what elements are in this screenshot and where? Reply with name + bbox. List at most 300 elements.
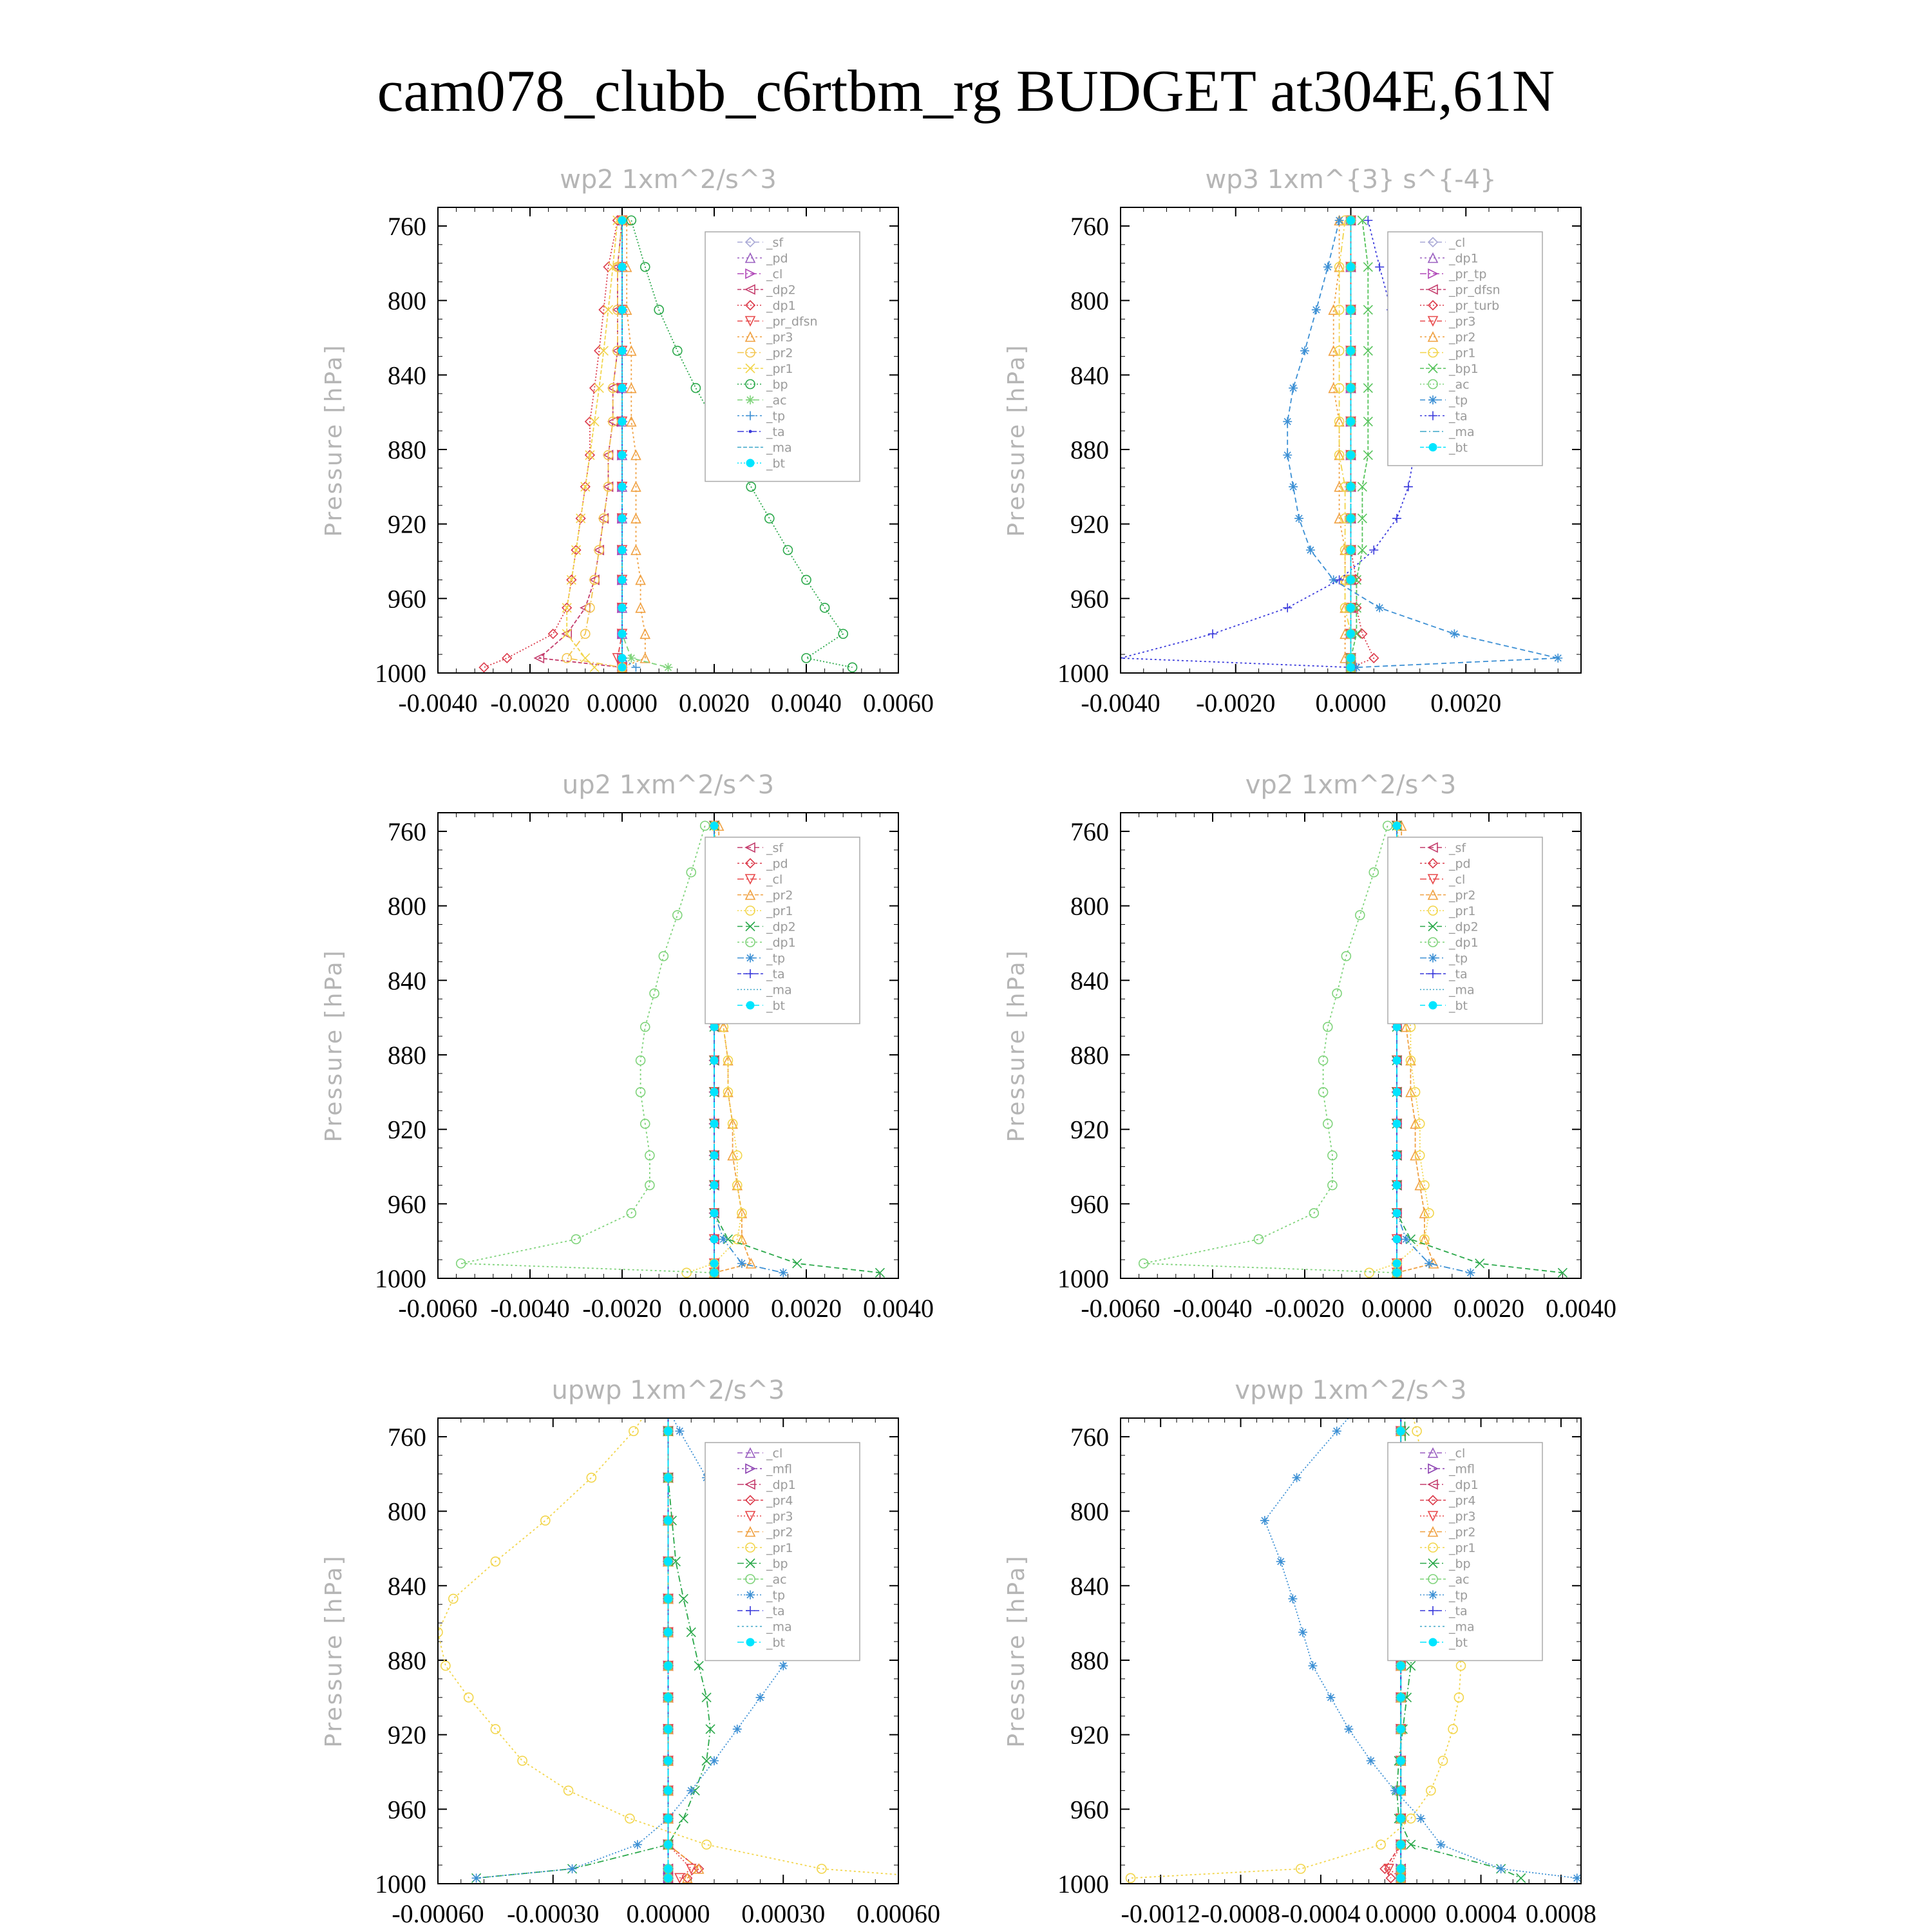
x-tick-label: -0.0040	[1173, 1294, 1253, 1323]
y-tick-label: 800	[1070, 286, 1109, 316]
data-point_bt	[1397, 1874, 1405, 1882]
legend-label: _ma	[1449, 1620, 1475, 1634]
legend-marker	[1428, 1591, 1437, 1600]
data-point_bt	[710, 1057, 718, 1065]
data-point_ac	[627, 654, 636, 663]
legend-label: _dp2	[1449, 920, 1479, 934]
series-line_pr2	[567, 220, 622, 667]
y-tick-label: 800	[388, 891, 426, 921]
y-tick-label: 960	[1070, 1795, 1109, 1824]
data-point_bt	[1347, 347, 1355, 355]
x-tick-label: 0.0020	[771, 1294, 842, 1323]
data-point_ta	[1404, 482, 1413, 491]
data-point_ta	[1375, 263, 1384, 272]
data-point_bt	[710, 1260, 718, 1267]
data-point_tp	[1573, 1873, 1582, 1882]
data-point_bt	[618, 263, 626, 271]
data-point_tp	[1283, 417, 1292, 426]
data-point_bt	[618, 576, 626, 583]
y-tick-label: 880	[1070, 435, 1109, 464]
legend-label: _bt	[1449, 440, 1468, 455]
data-point_bp	[848, 663, 857, 672]
data-point_tp	[1293, 1473, 1302, 1482]
x-tick-label: -0.0020	[1196, 688, 1276, 717]
data-point_dp1	[687, 868, 696, 877]
data-point_dp1	[502, 654, 511, 663]
data-point_tp	[1332, 1426, 1341, 1435]
data-point_tp	[675, 1426, 684, 1435]
data-point_tp	[1466, 1268, 1475, 1277]
panel-3	[321, 770, 934, 1323]
legend-label: _sf	[766, 236, 784, 250]
y-tick-label: 760	[1070, 817, 1109, 846]
y-tick-label: 800	[388, 286, 426, 316]
data-point_bt	[618, 546, 626, 554]
data-point_tp	[1344, 1725, 1353, 1734]
data-point_pr1	[682, 1268, 691, 1277]
data-point_ac	[664, 663, 673, 672]
series-line_pr_turb	[1351, 220, 1374, 667]
x-tick-label: -0.0020	[582, 1294, 662, 1323]
data-point_bp	[679, 1814, 688, 1823]
legend-marker	[749, 430, 752, 433]
data-point_bt	[1347, 216, 1355, 224]
legend-label: _mfl	[766, 1462, 792, 1477]
x-tick-label: -0.0060	[398, 1294, 478, 1323]
legend-label: _ac	[766, 393, 787, 408]
data-point_bt	[1393, 1181, 1401, 1189]
data-point_ta	[1208, 629, 1217, 638]
data-point_pr1	[702, 1840, 711, 1849]
legend-label: _pr4	[766, 1493, 793, 1508]
legend-label: _bp	[766, 1557, 788, 1571]
y-tick-label: 880	[388, 1645, 426, 1675]
panel-5	[321, 1376, 949, 1928]
data-point_bt	[1393, 1269, 1401, 1276]
data-point_bt	[665, 1757, 672, 1765]
data-point_pr4	[683, 1873, 692, 1882]
data-point_tp	[1294, 514, 1303, 523]
legend-marker	[746, 459, 754, 467]
legend-label: _tp	[1449, 393, 1468, 408]
legend-label: _cl	[1449, 236, 1466, 250]
data-point_tp	[1298, 1628, 1307, 1637]
data-point_bt	[1393, 1235, 1401, 1243]
data-point_ta	[1396, 1405, 1405, 1414]
data-point_bt	[618, 418, 626, 426]
legend-label: _pr1	[1449, 1541, 1476, 1555]
legend-label: _pr_dfsn	[766, 314, 818, 329]
y-tick-label: 880	[388, 1040, 426, 1070]
legend-label: _tp	[766, 409, 786, 424]
data-point_bp	[664, 1405, 673, 1414]
data-point_bt	[665, 1786, 672, 1794]
data-point_bp	[838, 629, 848, 638]
x-tick-label: -0.0060	[1081, 1294, 1160, 1323]
x-tick-label: 0.0040	[863, 1294, 934, 1323]
legend-label: _pd	[1449, 857, 1471, 871]
data-point_dp1	[664, 1405, 673, 1414]
data-point_bp	[783, 545, 792, 554]
x-tick-label: 0.0004	[1445, 1899, 1517, 1928]
x-tick-label: 0.0020	[679, 688, 750, 717]
y-tick-label: 960	[1070, 584, 1109, 614]
x-tick-label: -0.0012	[1121, 1899, 1200, 1928]
legend-label: _pr_tp	[1449, 267, 1487, 281]
data-point_pr1	[1406, 1814, 1416, 1823]
data-point_bp	[1517, 1873, 1526, 1882]
data-point_tp	[633, 1840, 642, 1849]
data-point_bt	[1347, 418, 1355, 426]
legend-label: _pr3	[1449, 1510, 1476, 1524]
y-tick-label: 840	[1070, 361, 1109, 390]
data-point_bt	[1347, 630, 1355, 638]
y-tick-label: 1000	[375, 1870, 426, 1899]
legend-label: _ma	[766, 983, 792, 998]
legend-label: _cl	[1449, 1446, 1466, 1461]
y-tick-label: 920	[388, 1115, 426, 1144]
y-tick-label: 920	[1070, 1115, 1109, 1144]
legend-label: _tp	[766, 951, 786, 966]
data-point_dp1	[594, 346, 603, 355]
data-point_tp	[1553, 654, 1562, 663]
data-point_pr4	[664, 1405, 673, 1414]
series-line_ac	[622, 220, 668, 667]
series-line_pr3	[622, 220, 645, 667]
data-point_tp	[1335, 216, 1344, 225]
legend-label: _tp	[766, 1588, 786, 1603]
y-tick-label: 880	[1070, 1645, 1109, 1675]
data-point_dp1	[650, 989, 659, 998]
data-point_tp	[1326, 1693, 1335, 1702]
legend-label: _pr2	[1449, 888, 1476, 903]
data-point_mfl	[664, 1405, 673, 1414]
data-point_tp	[1312, 305, 1321, 314]
legend-marker	[1429, 1001, 1437, 1009]
series-line_pr2	[1334, 220, 1351, 667]
data-point_tp	[1300, 346, 1309, 355]
data-point_bt	[1393, 1151, 1401, 1159]
panel-title: wp3 1xm^{3} s^{-4}	[1205, 165, 1497, 194]
legend-label: _sf	[766, 841, 784, 855]
data-point_bt	[1393, 1057, 1401, 1065]
series-line_pr1	[1340, 220, 1351, 667]
y-tick-label: 760	[388, 817, 426, 846]
y-tick-label: 840	[1070, 966, 1109, 996]
legend-label: _ta	[766, 425, 785, 439]
data-point_pr1	[1406, 1405, 1416, 1414]
data-point_bt	[1393, 1023, 1401, 1031]
data-point_tp	[1416, 1814, 1425, 1823]
legend-label: _pr2	[1449, 330, 1476, 345]
data-point_pr1	[449, 1595, 458, 1604]
series-line_pr_dfsn	[618, 220, 622, 667]
data-point_tp	[1367, 1756, 1376, 1765]
data-point_bp	[802, 654, 811, 663]
legend-label: _dp2	[766, 283, 796, 298]
legend-label: _pr3	[766, 330, 793, 345]
legend-label: _ma	[766, 440, 792, 455]
y-axis-label: Pressure [hPa]	[1003, 343, 1030, 537]
data-point_bt	[1393, 1088, 1401, 1096]
data-point_bp	[802, 575, 811, 584]
data-point_bt	[1397, 1427, 1405, 1435]
data-point_pr1	[441, 1662, 450, 1671]
main-title: cam078_clubb_c6rtbm_rg BUDGET at304E,61N	[377, 58, 1555, 124]
data-point_bt	[1397, 1815, 1405, 1823]
y-tick-label: 920	[388, 1720, 426, 1750]
legend-marker	[1429, 444, 1437, 451]
data-point_pr1	[1416, 1151, 1425, 1160]
legend-marker	[1429, 1638, 1437, 1646]
data-point_bt	[665, 1815, 672, 1823]
data-point_bt	[710, 1120, 718, 1128]
data-point_pr1	[625, 1814, 634, 1823]
x-tick-label: -0.0040	[490, 1294, 570, 1323]
x-tick-label: 0.0020	[1430, 688, 1502, 717]
legend-label: _dp1	[1449, 1478, 1479, 1492]
data-point_bt	[618, 604, 626, 612]
legend-label: _dp2	[766, 920, 796, 934]
y-tick-label: 840	[388, 966, 426, 996]
data-point_bp	[1406, 1840, 1416, 1849]
data-point_bt	[1397, 1405, 1405, 1413]
data-point_bt	[665, 1865, 672, 1873]
x-tick-label: -0.0040	[1081, 688, 1160, 717]
data-point_dp1	[549, 629, 558, 638]
panel-title: vp2 1xm^2/s^3	[1245, 770, 1457, 800]
y-tick-label: 800	[1070, 1497, 1109, 1526]
data-point_tp	[733, 1725, 742, 1734]
y-tick-label: 800	[1070, 891, 1109, 921]
legend-label: _bt	[1449, 1636, 1468, 1650]
data-point_bt	[1347, 654, 1355, 662]
data-point_tp	[1497, 1864, 1506, 1873]
panel-4	[1003, 770, 1616, 1323]
y-axis-label: Pressure [hPa]	[321, 949, 347, 1142]
data-point_tp	[1450, 629, 1459, 638]
legend-label: _bt	[766, 1636, 786, 1650]
data-point_pr1	[590, 663, 599, 672]
legend-label: _dp1	[766, 936, 796, 950]
y-tick-label: 1000	[375, 1264, 426, 1293]
y-tick-label: 1000	[1057, 1264, 1109, 1293]
data-point_pr4	[1396, 1405, 1405, 1414]
data-point_bt	[1397, 1786, 1405, 1794]
legend-label: _bp	[1449, 1557, 1471, 1571]
legend-label: _dp1	[766, 299, 796, 313]
y-axis-label: Pressure [hPa]	[1003, 949, 1030, 1142]
legend-label: _pr2	[1449, 1525, 1476, 1540]
legend-label: _pr_dfsn	[1449, 283, 1501, 298]
data-point_tp	[710, 1756, 719, 1765]
x-tick-label: 0.0000	[1361, 1294, 1432, 1323]
data-point_bt	[710, 1269, 718, 1276]
data-point_bt	[710, 1023, 718, 1031]
data-point_dp1	[1139, 1259, 1148, 1268]
y-tick-label: 800	[388, 1497, 426, 1526]
data-point_bp	[691, 384, 700, 393]
y-tick-label: 760	[388, 1422, 426, 1452]
data-point_bt	[1397, 1757, 1405, 1765]
y-tick-label: 840	[388, 361, 426, 390]
legend-label: _pr_turb	[1449, 299, 1500, 313]
data-point_dp1	[1396, 1405, 1405, 1414]
data-point_bt	[618, 483, 626, 491]
data-point_dp1	[572, 1235, 581, 1244]
x-tick-label: 0.0040	[1546, 1294, 1616, 1323]
legend-marker	[746, 1591, 755, 1600]
legend-label: _cl	[766, 267, 783, 281]
data-point_bt	[1397, 1662, 1405, 1670]
y-tick-label: 760	[388, 211, 426, 241]
y-tick-label: 1000	[1057, 659, 1109, 688]
x-tick-label: 0.0060	[863, 688, 934, 717]
y-tick-label: 760	[1070, 1422, 1109, 1452]
legend-label: _ac	[1449, 377, 1470, 392]
legend-label: _ta	[1449, 967, 1468, 981]
data-point_tp	[1436, 1840, 1445, 1849]
legend-label: _ac	[1449, 1573, 1470, 1587]
data-point_pr2	[683, 1873, 692, 1882]
legend-label: _pr1	[1449, 346, 1476, 361]
data-point_bt	[665, 1405, 672, 1413]
data-point_pr2	[664, 1405, 673, 1414]
series-line_bp1	[1351, 220, 1368, 667]
x-tick-label: 0.0040	[771, 688, 842, 717]
data-point_mfl	[1396, 1405, 1405, 1414]
data-point_pr1	[940, 1873, 949, 1882]
legend-label: _mfl	[1449, 1462, 1475, 1477]
data-point_tp	[631, 663, 640, 672]
y-tick-label: 880	[388, 435, 426, 464]
legend-label: _cl	[766, 1446, 783, 1461]
data-point_bt	[618, 663, 626, 671]
data-point_bt	[1393, 1120, 1401, 1128]
data-point_bt	[1397, 1725, 1405, 1733]
data-point_tp	[1308, 1662, 1317, 1671]
data-point_pr1	[1296, 1864, 1305, 1873]
data-point_ac	[1396, 1405, 1405, 1414]
legend-label: _bt	[1449, 999, 1468, 1013]
data-point_bt	[1393, 822, 1401, 829]
data-point_dp1	[1332, 989, 1341, 998]
x-tick-label: 0.0000	[587, 688, 658, 717]
data-point_dp2	[793, 1259, 802, 1268]
data-point_dp1	[1356, 911, 1365, 920]
legend-label: _pr3	[766, 1510, 793, 1524]
data-point_dp2	[1475, 1259, 1484, 1268]
legend-label: _cl	[1449, 873, 1466, 887]
data-point_bt	[665, 1629, 672, 1636]
y-tick-label: 880	[1070, 1040, 1109, 1070]
legend-label: _cl	[766, 873, 783, 887]
series-line_dp1	[1144, 826, 1397, 1273]
data-point_pr1	[1365, 1268, 1374, 1277]
y-tick-label: 840	[388, 1571, 426, 1601]
data-point_dp1	[590, 384, 599, 393]
data-point_bt	[1347, 515, 1355, 522]
data-point_tp	[1289, 384, 1298, 393]
y-tick-label: 960	[1070, 1189, 1109, 1219]
y-tick-label: 920	[1070, 509, 1109, 539]
data-point_cl	[664, 1405, 673, 1414]
data-point_pr1	[587, 1473, 596, 1482]
legend-marker	[746, 954, 755, 963]
data-point_tp	[664, 1405, 673, 1414]
x-tick-label: -0.0040	[398, 688, 478, 717]
legend-label: _ta	[766, 967, 785, 981]
legend-label: _pr4	[1449, 1493, 1476, 1508]
data-point_bt	[618, 654, 626, 662]
x-tick-label: -0.00060	[392, 1899, 484, 1928]
data-point_bt	[1347, 483, 1355, 491]
data-point_pr4	[1387, 1873, 1396, 1882]
data-point_bt	[1347, 384, 1355, 392]
data-point_bp	[679, 1595, 688, 1604]
data-point_ta	[1392, 514, 1401, 523]
x-tick-label: 0.0020	[1454, 1294, 1524, 1323]
data-point_bt	[1347, 604, 1355, 612]
data-point_tp	[1401, 1235, 1410, 1244]
legend-label: _ma	[766, 1620, 792, 1634]
data-point_tp	[779, 1662, 788, 1671]
data-point_bt	[710, 1209, 718, 1217]
data-point_bt	[665, 1474, 672, 1482]
data-point_pr1	[581, 482, 590, 491]
legend-marker	[1428, 395, 1437, 404]
legend-label: _pr1	[766, 904, 793, 918]
y-tick-label: 960	[388, 584, 426, 614]
legend-marker	[746, 395, 755, 404]
y-tick-label: 960	[388, 1795, 426, 1824]
x-tick-label: -0.00030	[507, 1899, 600, 1928]
legend-label: _tp	[1449, 951, 1468, 966]
data-point_bt	[1347, 451, 1355, 459]
data-point_bt	[618, 384, 626, 392]
data-point_pr1	[1439, 1756, 1448, 1765]
y-tick-label: 960	[388, 1189, 426, 1219]
y-tick-label: 1000	[1057, 1870, 1109, 1899]
legend-label: _dp1	[766, 1478, 796, 1492]
data-point_pr1	[1426, 1786, 1435, 1795]
data-point_dp1	[457, 1259, 466, 1268]
legend-marker	[1428, 954, 1437, 963]
data-point_bt	[1393, 1209, 1401, 1217]
x-tick-label: -0.0020	[490, 688, 570, 717]
data-point_tp	[1425, 1259, 1434, 1268]
x-tick-label: 0.00060	[857, 1899, 940, 1928]
legend-label: _bt	[766, 457, 786, 471]
data-point_tp	[472, 1873, 481, 1882]
legend-label: _pd	[766, 857, 788, 871]
legend-label: _bp	[766, 377, 788, 392]
y-tick-label: 1000	[375, 659, 426, 688]
data-point_bt	[665, 1427, 672, 1435]
series-line_bp	[477, 1409, 710, 1879]
x-tick-label: 0.0000	[1315, 688, 1387, 717]
data-point_bt	[710, 822, 718, 829]
data-point_tp	[756, 1693, 765, 1702]
data-point_bt	[710, 1235, 718, 1243]
data-point_pr1	[645, 1405, 654, 1414]
data-point_pr3	[1396, 1405, 1405, 1414]
legend-label: _tp	[1449, 1588, 1468, 1603]
panel-1	[321, 165, 934, 717]
data-point_bt	[1393, 1260, 1401, 1267]
data-point_bt	[665, 1694, 672, 1701]
data-point_bp	[765, 514, 774, 523]
